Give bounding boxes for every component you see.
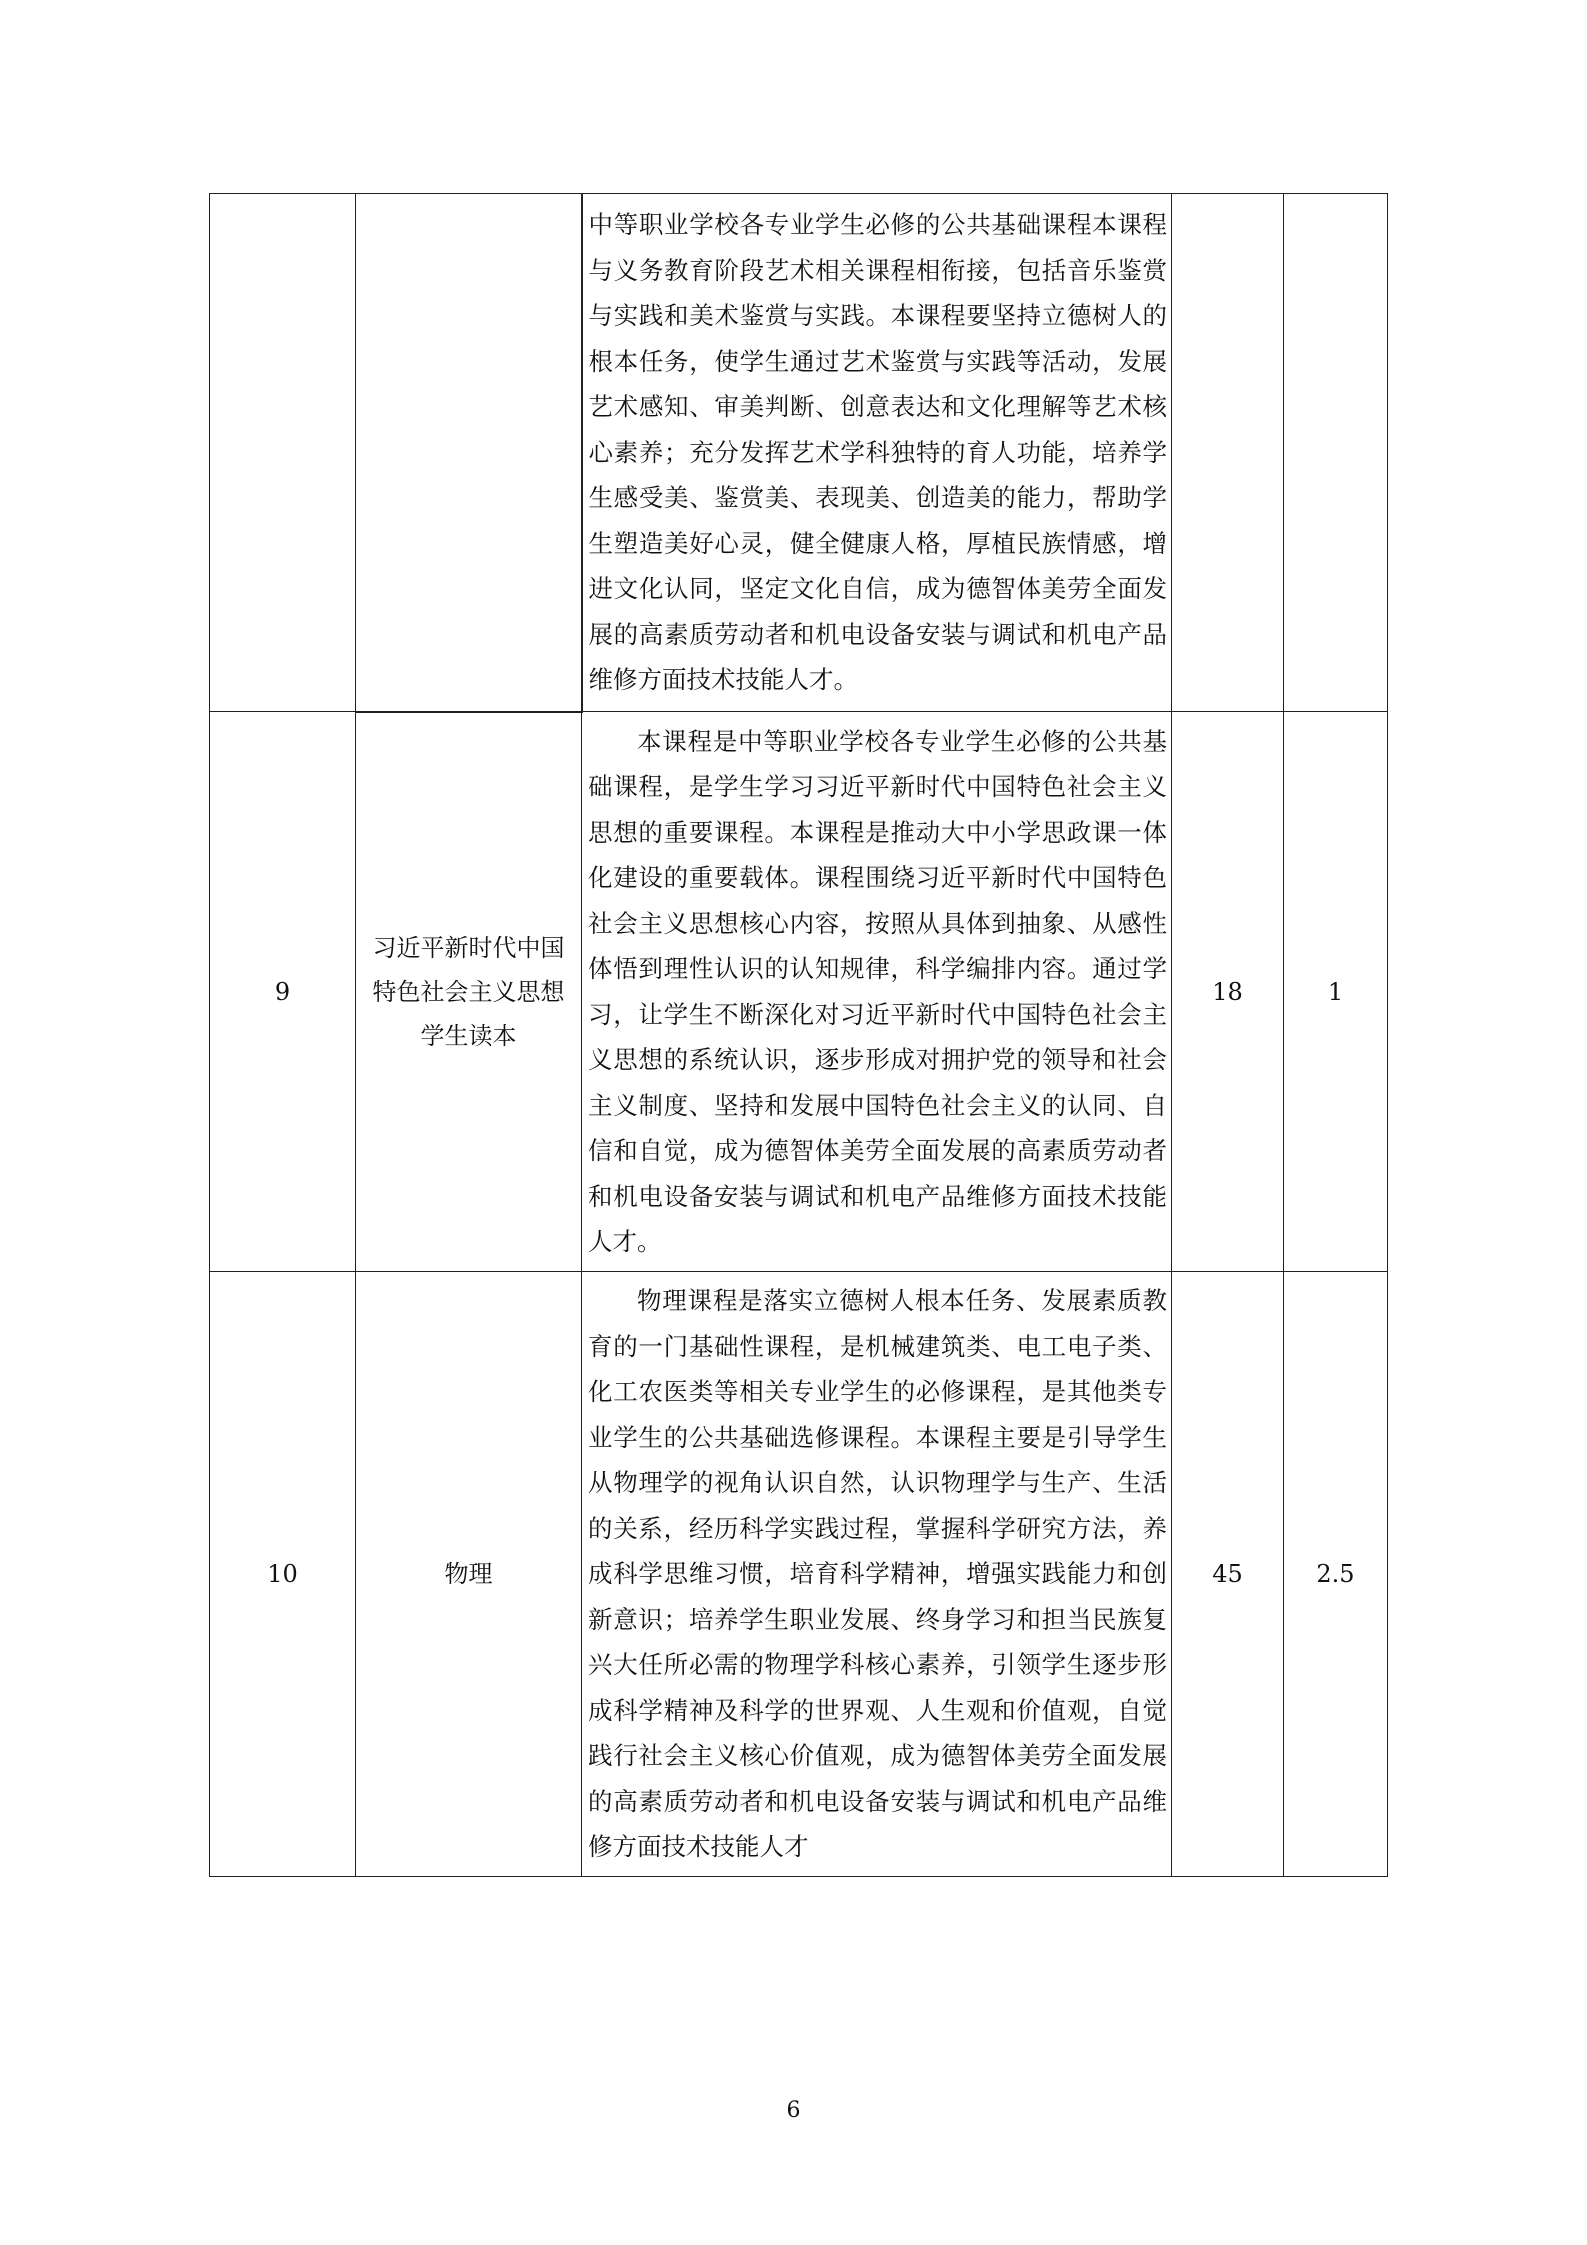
course-number-cell: 10 <box>210 1272 356 1877</box>
course-name-cell <box>356 1272 582 1877</box>
course-number-cell <box>210 194 356 712</box>
course-name: 习近平新时代中国特色社会主义思想学生读本 <box>372 933 565 1050</box>
table-row <box>210 194 1388 712</box>
course-credits-cell: 1 <box>1284 712 1388 1272</box>
course-description-cell <box>582 194 1172 712</box>
course-number-cell: 9 <box>210 712 356 1272</box>
course-description-cell <box>582 1272 1172 1877</box>
course-name-cell <box>356 194 582 712</box>
table-row <box>210 1272 1388 1877</box>
course-description: 本课程是中等职业学校各专业学生必修的公共基础课程，是学生学习习近平新时代中国特色社会主义思想的重要课程。本课程是推动大中小学思政课一体化建设的重要载体。课程围绕习近平新时代中国特色社会主义思想核心内容，按照从具体到抽象、从感性体悟到理性认识的认知规律，科学编排内容。通过学习，让学生不断深化对习近平新时代中国特色社会主义思想的系统认识，逐步形成对拥护党的领导和社会主义制度、坚持和发展中国特色社会主义的认同、自信和自觉，成为德智体美劳全面发展的高素质劳动者和机电设备安装与调试和机电产品维修方面技术技能人才。 <box>588 726 1167 1256</box>
course-description: 物理课程是落实立德树人根本任务、发展素质教育的一门基础性课程，是机械建筑类、电工电子类、化工农医类等相关专业学生的必修课程，是其他类专业学生的公共基础选修课程。本课程主要是引导学生从物理学的视角认识自然，认识物理学与生产、生活的关系，经历科学实践过程，掌握科学研究方法，养成科学思维习惯，培育科学精神，增强实践能力和创新意识；培养学生职业发展、终身学习和担当民族复兴大任所必需的物理学科核心素养，引领学生逐步形成科学精神及科学的世界观、人生观和价值观，自觉践行社会主义核心价值观，成为德智体美劳全面发展的高素质劳动者和机电设备安装与调试和机电产品维修方面技术技能人才 <box>588 1286 1167 1862</box>
course-hours-cell: 18 <box>1172 712 1284 1272</box>
course-description-cell <box>582 712 1172 1272</box>
table-row <box>210 712 1388 1272</box>
course-hours-cell: 45 <box>1172 1272 1284 1877</box>
page-number: 6 <box>786 2098 801 2123</box>
course-name: 物理 <box>444 1560 493 1588</box>
course-table <box>209 193 1388 1877</box>
course-description: 中等职业学校各专业学生必修的公共基础课程本课程与义务教育阶段艺术相关课程相衔接，包括音乐鉴赏与实践和美术鉴赏与实践。本课程要坚持立德树人的根本任务，使学生通过艺术鉴赏与实践等活动，发展艺术感知、审美判断、创意表达和文化理解等艺术核心素养；充分发挥艺术学科独特的育人功能，培养学生感受美、鉴赏美、表现美、创造美的能力，帮助学生塑造美好心灵，健全健康人格，厚植民族情感，增进文化认同，坚定文化自信，成为德智体美劳全面发展的高素质劳动者和机电设备安装与调试和机电产品维修方面技术技能人才。 <box>588 210 1167 695</box>
course-credits-cell <box>1284 194 1388 712</box>
course-name-cell <box>356 712 582 1272</box>
course-credits-cell: 2.5 <box>1284 1272 1388 1877</box>
course-hours-cell <box>1172 194 1284 712</box>
